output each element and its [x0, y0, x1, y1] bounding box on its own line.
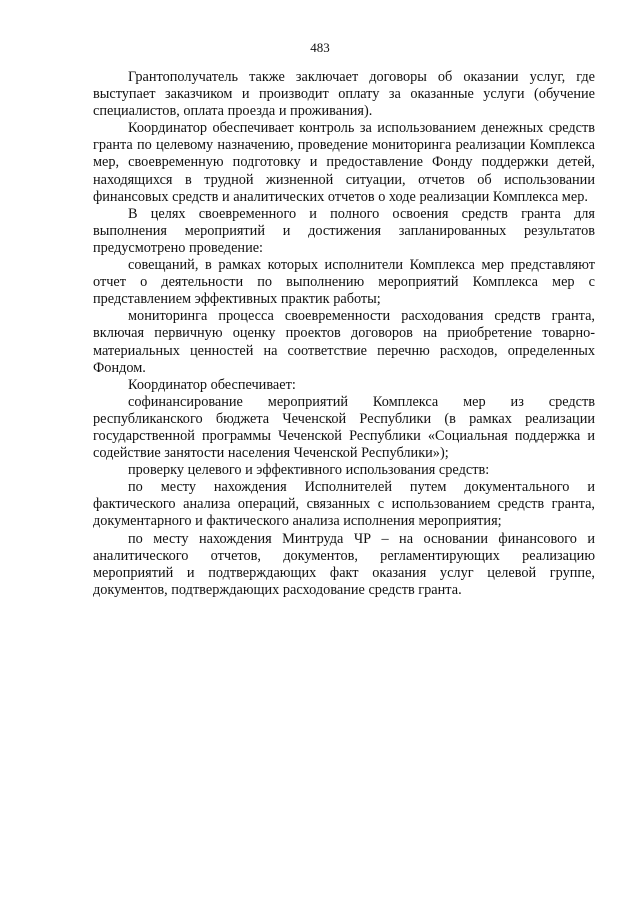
paragraph: по месту нахождения Исполнителей путем документального и фактического анализа операций, связанных с использованием средств гранта, документарного и фактического анализа исполнения мероприятия; [93, 479, 595, 530]
paragraph: Грантополучатель также заключает договоры об оказании услуг, где выступает заказчиком и производит оплату за оказанные услуги (обучение специалистов, оплата проезда и проживания). [93, 69, 595, 120]
paragraph: Координатор обеспечивает: [128, 376, 296, 393]
paragraph: софинансирование мероприятий Комплекса мер из средств республиканского бюджета Чеченской Республики (в рамках реализации государственной программы Чеченской Республики «Социальная поддержка и содействие занятости населения Чеченской Республики»); [93, 393, 595, 462]
paragraph: совещаний, в рамках которых исполнители Комплекса мер представляют отчет о деятельности по выполнению мероприятий Комплекса мер с представлением эффективных практик работы; [93, 257, 595, 308]
paragraph: проверку целевого и эффективного использования средств: [128, 462, 490, 479]
paragraph: по месту нахождения Минтруда ЧР – на основании финансового и аналитического отчетов, документов, регламентирующих реализацию мероприятий и подтверждающих факт оказания услуг целевой группе, документов, подтверждающих расходование средств гранта. [93, 530, 595, 598]
document-body [93, 69, 595, 599]
paragraph: мониторинга процесса своевременности расходования средств гранта, включая первичную оценку проектов договоров на приобретение товарно-материальных ценностей на соответствие перечню расходов, определенных Фондом. [93, 308, 595, 376]
paragraph: Координатор обеспечивает контроль за использованием денежных средств гранта по целевому назначению, проведение мониторинга реализации Комплекса мер, своевременную подготовку и предоставление Фонду поддержки детей, находящихся в трудной жизненной ситуации, отчетов об использовании финансовых средств и аналитических отчетов о ходе реализации Комплекса мер. [93, 120, 595, 205]
paragraph: В целях своевременного и полного освоения средств гранта для выполнения мероприятий и достижения запланированных результатов предусмотрено проведение: [93, 205, 595, 256]
page-number: 483 [310, 40, 330, 55]
